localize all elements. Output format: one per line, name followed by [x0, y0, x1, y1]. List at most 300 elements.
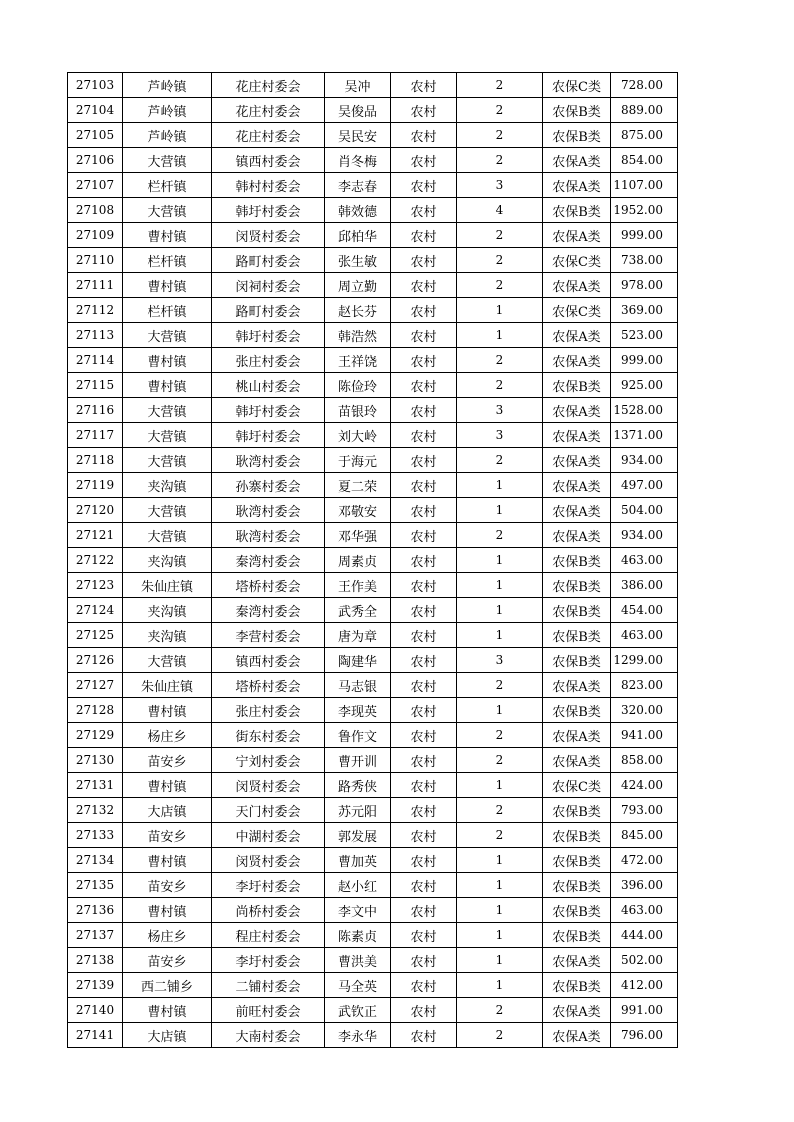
insurance-category-cell: 农保C类: [543, 773, 611, 798]
insurance-category-cell: 农保B类: [543, 898, 611, 923]
household-type-cell: 农村: [391, 773, 457, 798]
household-type-cell: 农村: [391, 823, 457, 848]
family-size-cell: 2: [457, 123, 543, 148]
town-cell: 夹沟镇: [123, 623, 212, 648]
village-committee-cell: 路町村委会: [212, 298, 325, 323]
family-size-cell: 2: [457, 98, 543, 123]
family-size-cell: 1: [457, 973, 543, 998]
name-cell: 武秀全: [325, 598, 391, 623]
insurance-category-cell: 农保A类: [543, 523, 611, 548]
town-cell: 朱仙庄镇: [123, 673, 212, 698]
family-size-cell: 2: [457, 373, 543, 398]
village-committee-cell: 桃山村委会: [212, 373, 325, 398]
table-row: [68, 748, 678, 773]
table-row: [68, 98, 678, 123]
name-cell: 陶建华: [325, 648, 391, 673]
household-type-cell: 农村: [391, 573, 457, 598]
family-size-cell: 2: [457, 748, 543, 773]
amount-cell: 793.00: [611, 798, 678, 823]
household-type-cell: 农村: [391, 173, 457, 198]
village-committee-cell: 韩圩村委会: [212, 398, 325, 423]
record-id-cell: 27131: [68, 773, 123, 798]
village-committee-cell: 耿湾村委会: [212, 523, 325, 548]
insurance-category-cell: 农保B类: [543, 373, 611, 398]
village-committee-cell: 路町村委会: [212, 248, 325, 273]
amount-cell: 934.00: [611, 448, 678, 473]
family-size-cell: 1: [457, 923, 543, 948]
amount-cell: 858.00: [611, 748, 678, 773]
amount-cell: 320.00: [611, 698, 678, 723]
town-cell: 大营镇: [123, 498, 212, 523]
insurance-category-cell: 农保B类: [543, 923, 611, 948]
insurance-category-cell: 农保A类: [543, 223, 611, 248]
record-id-cell: 27119: [68, 473, 123, 498]
insurance-category-cell: 农保B类: [543, 698, 611, 723]
amount-cell: 463.00: [611, 623, 678, 648]
household-type-cell: 农村: [391, 223, 457, 248]
village-committee-cell: 街东村委会: [212, 723, 325, 748]
table-row: [68, 798, 678, 823]
amount-cell: 497.00: [611, 473, 678, 498]
record-id-cell: 27130: [68, 748, 123, 773]
town-cell: 苗安乡: [123, 748, 212, 773]
insurance-category-cell: 农保B类: [543, 823, 611, 848]
record-id-cell: 27109: [68, 223, 123, 248]
village-committee-cell: 闵祠村委会: [212, 273, 325, 298]
household-type-cell: 农村: [391, 673, 457, 698]
household-type-cell: 农村: [391, 148, 457, 173]
insurance-category-cell: 农保A类: [543, 673, 611, 698]
town-cell: 曹村镇: [123, 773, 212, 798]
household-type-cell: 农村: [391, 723, 457, 748]
town-cell: 杨庄乡: [123, 923, 212, 948]
family-size-cell: 1: [457, 873, 543, 898]
insurance-category-cell: 农保A类: [543, 148, 611, 173]
insurance-category-cell: 农保B类: [543, 573, 611, 598]
insurance-category-cell: 农保A类: [543, 948, 611, 973]
insurance-category-cell: 农保B类: [543, 98, 611, 123]
record-id-cell: 27114: [68, 348, 123, 373]
table-row: [68, 373, 678, 398]
village-committee-cell: 韩村村委会: [212, 173, 325, 198]
family-size-cell: 1: [457, 848, 543, 873]
family-size-cell: 1: [457, 698, 543, 723]
village-committee-cell: 镇西村委会: [212, 148, 325, 173]
insurance-category-cell: 农保A类: [543, 723, 611, 748]
village-committee-cell: 秦湾村委会: [212, 598, 325, 623]
household-type-cell: 农村: [391, 698, 457, 723]
insurance-category-cell: 农保A类: [543, 423, 611, 448]
table-row: [68, 448, 678, 473]
record-id-cell: 27121: [68, 523, 123, 548]
family-size-cell: 2: [457, 1023, 543, 1048]
insurance-category-cell: 农保B类: [543, 598, 611, 623]
table-row: [68, 548, 678, 573]
record-id-cell: 27105: [68, 123, 123, 148]
family-size-cell: 1: [457, 623, 543, 648]
insurance-category-cell: 农保B类: [543, 548, 611, 573]
household-type-cell: 农村: [391, 998, 457, 1023]
village-committee-cell: 闵贤村委会: [212, 773, 325, 798]
town-cell: 朱仙庄镇: [123, 573, 212, 598]
record-id-cell: 27117: [68, 423, 123, 448]
table-row: [68, 723, 678, 748]
name-cell: 曹洪美: [325, 948, 391, 973]
table-row: [68, 773, 678, 798]
village-committee-cell: 塔桥村委会: [212, 673, 325, 698]
village-committee-cell: 闵贤村委会: [212, 223, 325, 248]
insurance-category-cell: 农保A类: [543, 273, 611, 298]
name-cell: 马全英: [325, 973, 391, 998]
table-row: [68, 123, 678, 148]
village-committee-cell: 镇西村委会: [212, 648, 325, 673]
family-size-cell: 2: [457, 223, 543, 248]
table-row: [68, 623, 678, 648]
family-size-cell: 3: [457, 398, 543, 423]
insurance-category-cell: 农保A类: [543, 748, 611, 773]
name-cell: 赵长芬: [325, 298, 391, 323]
name-cell: 马志银: [325, 673, 391, 698]
household-type-cell: 农村: [391, 848, 457, 873]
name-cell: 李文中: [325, 898, 391, 923]
town-cell: 曹村镇: [123, 848, 212, 873]
insurance-category-cell: 农保A类: [543, 348, 611, 373]
family-size-cell: 2: [457, 823, 543, 848]
town-cell: 曹村镇: [123, 373, 212, 398]
village-committee-cell: 尚桥村委会: [212, 898, 325, 923]
household-type-cell: 农村: [391, 473, 457, 498]
town-cell: 大营镇: [123, 523, 212, 548]
village-committee-cell: 李营村委会: [212, 623, 325, 648]
amount-cell: 396.00: [611, 873, 678, 898]
village-committee-cell: 大南村委会: [212, 1023, 325, 1048]
name-cell: 张生敏: [325, 248, 391, 273]
village-committee-cell: 花庄村委会: [212, 98, 325, 123]
village-committee-cell: 花庄村委会: [212, 123, 325, 148]
town-cell: 栏杆镇: [123, 173, 212, 198]
amount-cell: 502.00: [611, 948, 678, 973]
insurance-category-cell: 农保A类: [543, 473, 611, 498]
town-cell: 栏杆镇: [123, 298, 212, 323]
town-cell: 苗安乡: [123, 873, 212, 898]
town-cell: 曹村镇: [123, 698, 212, 723]
table-row: [68, 673, 678, 698]
village-committee-cell: 韩圩村委会: [212, 198, 325, 223]
village-committee-cell: 耿湾村委会: [212, 448, 325, 473]
household-type-cell: 农村: [391, 498, 457, 523]
household-type-cell: 农村: [391, 523, 457, 548]
record-id-cell: 27116: [68, 398, 123, 423]
name-cell: 郭发展: [325, 823, 391, 848]
town-cell: 曹村镇: [123, 898, 212, 923]
amount-cell: 523.00: [611, 323, 678, 348]
name-cell: 于海元: [325, 448, 391, 473]
record-id-cell: 27122: [68, 548, 123, 573]
table-row: [68, 473, 678, 498]
amount-cell: 504.00: [611, 498, 678, 523]
town-cell: 西二铺乡: [123, 973, 212, 998]
record-id-cell: 27137: [68, 923, 123, 948]
table-row: [68, 148, 678, 173]
family-size-cell: 1: [457, 598, 543, 623]
family-size-cell: 1: [457, 323, 543, 348]
table-row: [68, 648, 678, 673]
family-size-cell: 2: [457, 448, 543, 473]
record-id-cell: 27103: [68, 73, 123, 98]
name-cell: 肖冬梅: [325, 148, 391, 173]
village-committee-cell: 宁刘村委会: [212, 748, 325, 773]
amount-cell: 991.00: [611, 998, 678, 1023]
amount-cell: 444.00: [611, 923, 678, 948]
table-row: [68, 198, 678, 223]
table-row: [68, 273, 678, 298]
village-committee-cell: 天门村委会: [212, 798, 325, 823]
record-id-cell: 27112: [68, 298, 123, 323]
name-cell: 陈素贞: [325, 923, 391, 948]
table-row: [68, 948, 678, 973]
amount-cell: 934.00: [611, 523, 678, 548]
household-type-cell: 农村: [391, 598, 457, 623]
record-id-cell: 27139: [68, 973, 123, 998]
table-row: [68, 173, 678, 198]
town-cell: 大营镇: [123, 323, 212, 348]
amount-cell: 412.00: [611, 973, 678, 998]
town-cell: 夹沟镇: [123, 598, 212, 623]
record-id-cell: 27127: [68, 673, 123, 698]
insurance-category-cell: 农保B类: [543, 123, 611, 148]
family-size-cell: 2: [457, 348, 543, 373]
amount-cell: 728.00: [611, 73, 678, 98]
table-row: [68, 598, 678, 623]
family-size-cell: 2: [457, 248, 543, 273]
record-id-cell: 27140: [68, 998, 123, 1023]
table-row: [68, 523, 678, 548]
table-row: [68, 223, 678, 248]
amount-cell: 845.00: [611, 823, 678, 848]
household-type-cell: 农村: [391, 973, 457, 998]
village-committee-cell: 秦湾村委会: [212, 548, 325, 573]
amount-cell: 463.00: [611, 898, 678, 923]
table-row: [68, 248, 678, 273]
name-cell: 邱柏华: [325, 223, 391, 248]
name-cell: 韩浩然: [325, 323, 391, 348]
town-cell: 大营镇: [123, 648, 212, 673]
table-row: [68, 573, 678, 598]
amount-cell: 1371.00: [611, 423, 678, 448]
name-cell: 陈俭玲: [325, 373, 391, 398]
record-id-cell: 27126: [68, 648, 123, 673]
village-committee-cell: 李圩村委会: [212, 948, 325, 973]
amount-cell: 424.00: [611, 773, 678, 798]
insurance-category-cell: 农保A类: [543, 498, 611, 523]
insurance-category-cell: 农保C类: [543, 73, 611, 98]
amount-cell: 941.00: [611, 723, 678, 748]
table-row: [68, 873, 678, 898]
town-cell: 大店镇: [123, 798, 212, 823]
name-cell: 武钦正: [325, 998, 391, 1023]
family-size-cell: 2: [457, 798, 543, 823]
insurance-category-cell: 农保B类: [543, 973, 611, 998]
amount-cell: 1299.00: [611, 648, 678, 673]
record-id-cell: 27110: [68, 248, 123, 273]
record-id-cell: 27141: [68, 1023, 123, 1048]
town-cell: 曹村镇: [123, 348, 212, 373]
record-id-cell: 27115: [68, 373, 123, 398]
town-cell: 芦岭镇: [123, 123, 212, 148]
table-row: [68, 348, 678, 373]
amount-cell: 1107.00: [611, 173, 678, 198]
relief-roster-table: [67, 72, 678, 1048]
town-cell: 大营镇: [123, 423, 212, 448]
household-type-cell: 农村: [391, 248, 457, 273]
household-type-cell: 农村: [391, 948, 457, 973]
village-committee-cell: 花庄村委会: [212, 73, 325, 98]
table-row: [68, 73, 678, 98]
record-id-cell: 27107: [68, 173, 123, 198]
amount-cell: 999.00: [611, 223, 678, 248]
record-id-cell: 27113: [68, 323, 123, 348]
name-cell: 唐为章: [325, 623, 391, 648]
record-id-cell: 27124: [68, 598, 123, 623]
family-size-cell: 2: [457, 73, 543, 98]
family-size-cell: 2: [457, 523, 543, 548]
insurance-category-cell: 农保B类: [543, 648, 611, 673]
name-cell: 李志春: [325, 173, 391, 198]
table-row: [68, 398, 678, 423]
village-committee-cell: 张庄村委会: [212, 698, 325, 723]
amount-cell: 978.00: [611, 273, 678, 298]
table-row: [68, 698, 678, 723]
town-cell: 夹沟镇: [123, 548, 212, 573]
insurance-category-cell: 农保A类: [543, 173, 611, 198]
insurance-category-cell: 农保A类: [543, 448, 611, 473]
record-id-cell: 27104: [68, 98, 123, 123]
family-size-cell: 1: [457, 498, 543, 523]
table-row: [68, 1023, 678, 1048]
name-cell: 李永华: [325, 1023, 391, 1048]
name-cell: 王祥饶: [325, 348, 391, 373]
name-cell: 李现英: [325, 698, 391, 723]
village-committee-cell: 张庄村委会: [212, 348, 325, 373]
record-id-cell: 27123: [68, 573, 123, 598]
household-type-cell: 农村: [391, 748, 457, 773]
insurance-category-cell: 农保B类: [543, 873, 611, 898]
household-type-cell: 农村: [391, 548, 457, 573]
family-size-cell: 2: [457, 148, 543, 173]
town-cell: 苗安乡: [123, 823, 212, 848]
amount-cell: 454.00: [611, 598, 678, 623]
village-committee-cell: 韩圩村委会: [212, 423, 325, 448]
family-size-cell: 2: [457, 673, 543, 698]
family-size-cell: 2: [457, 998, 543, 1023]
insurance-category-cell: 农保C类: [543, 248, 611, 273]
insurance-category-cell: 农保A类: [543, 398, 611, 423]
town-cell: 曹村镇: [123, 223, 212, 248]
name-cell: 邓敬安: [325, 498, 391, 523]
household-type-cell: 农村: [391, 123, 457, 148]
family-size-cell: 4: [457, 198, 543, 223]
record-id-cell: 27135: [68, 873, 123, 898]
village-committee-cell: 韩圩村委会: [212, 323, 325, 348]
household-type-cell: 农村: [391, 798, 457, 823]
insurance-category-cell: 农保A类: [543, 323, 611, 348]
name-cell: 吴民安: [325, 123, 391, 148]
household-type-cell: 农村: [391, 873, 457, 898]
record-id-cell: 27129: [68, 723, 123, 748]
table-row: [68, 998, 678, 1023]
village-committee-cell: 耿湾村委会: [212, 498, 325, 523]
record-id-cell: 27120: [68, 498, 123, 523]
village-committee-cell: 孙寨村委会: [212, 473, 325, 498]
amount-cell: 999.00: [611, 348, 678, 373]
name-cell: 苏元阳: [325, 798, 391, 823]
town-cell: 大营镇: [123, 398, 212, 423]
amount-cell: 889.00: [611, 98, 678, 123]
name-cell: 吴冲: [325, 73, 391, 98]
record-id-cell: 27125: [68, 623, 123, 648]
town-cell: 杨庄乡: [123, 723, 212, 748]
family-size-cell: 1: [457, 473, 543, 498]
town-cell: 苗安乡: [123, 948, 212, 973]
village-committee-cell: 二铺村委会: [212, 973, 325, 998]
table-row: [68, 898, 678, 923]
name-cell: 鲁作文: [325, 723, 391, 748]
table-row: [68, 823, 678, 848]
insurance-category-cell: 农保A类: [543, 998, 611, 1023]
name-cell: 赵小红: [325, 873, 391, 898]
name-cell: 吴俊品: [325, 98, 391, 123]
family-size-cell: 2: [457, 723, 543, 748]
record-id-cell: 27132: [68, 798, 123, 823]
family-size-cell: 1: [457, 548, 543, 573]
village-committee-cell: 闵贤村委会: [212, 848, 325, 873]
name-cell: 王作美: [325, 573, 391, 598]
village-committee-cell: 程庄村委会: [212, 923, 325, 948]
family-size-cell: 1: [457, 298, 543, 323]
household-type-cell: 农村: [391, 448, 457, 473]
name-cell: 周素贞: [325, 548, 391, 573]
amount-cell: 875.00: [611, 123, 678, 148]
household-type-cell: 农村: [391, 898, 457, 923]
family-size-cell: 3: [457, 423, 543, 448]
insurance-category-cell: 农保B类: [543, 623, 611, 648]
household-type-cell: 农村: [391, 348, 457, 373]
village-committee-cell: 李圩村委会: [212, 873, 325, 898]
household-type-cell: 农村: [391, 273, 457, 298]
town-cell: 曹村镇: [123, 998, 212, 1023]
name-cell: 周立勤: [325, 273, 391, 298]
amount-cell: 386.00: [611, 573, 678, 598]
name-cell: 曹开训: [325, 748, 391, 773]
town-cell: 曹村镇: [123, 273, 212, 298]
household-type-cell: 农村: [391, 98, 457, 123]
town-cell: 芦岭镇: [123, 98, 212, 123]
town-cell: 芦岭镇: [123, 73, 212, 98]
household-type-cell: 农村: [391, 923, 457, 948]
amount-cell: 925.00: [611, 373, 678, 398]
town-cell: 夹沟镇: [123, 473, 212, 498]
record-id-cell: 27128: [68, 698, 123, 723]
table-row: [68, 423, 678, 448]
amount-cell: 823.00: [611, 673, 678, 698]
town-cell: 大营镇: [123, 148, 212, 173]
household-type-cell: 农村: [391, 648, 457, 673]
village-committee-cell: 中湖村委会: [212, 823, 325, 848]
record-id-cell: 27134: [68, 848, 123, 873]
name-cell: 曹加英: [325, 848, 391, 873]
family-size-cell: 3: [457, 648, 543, 673]
household-type-cell: 农村: [391, 198, 457, 223]
